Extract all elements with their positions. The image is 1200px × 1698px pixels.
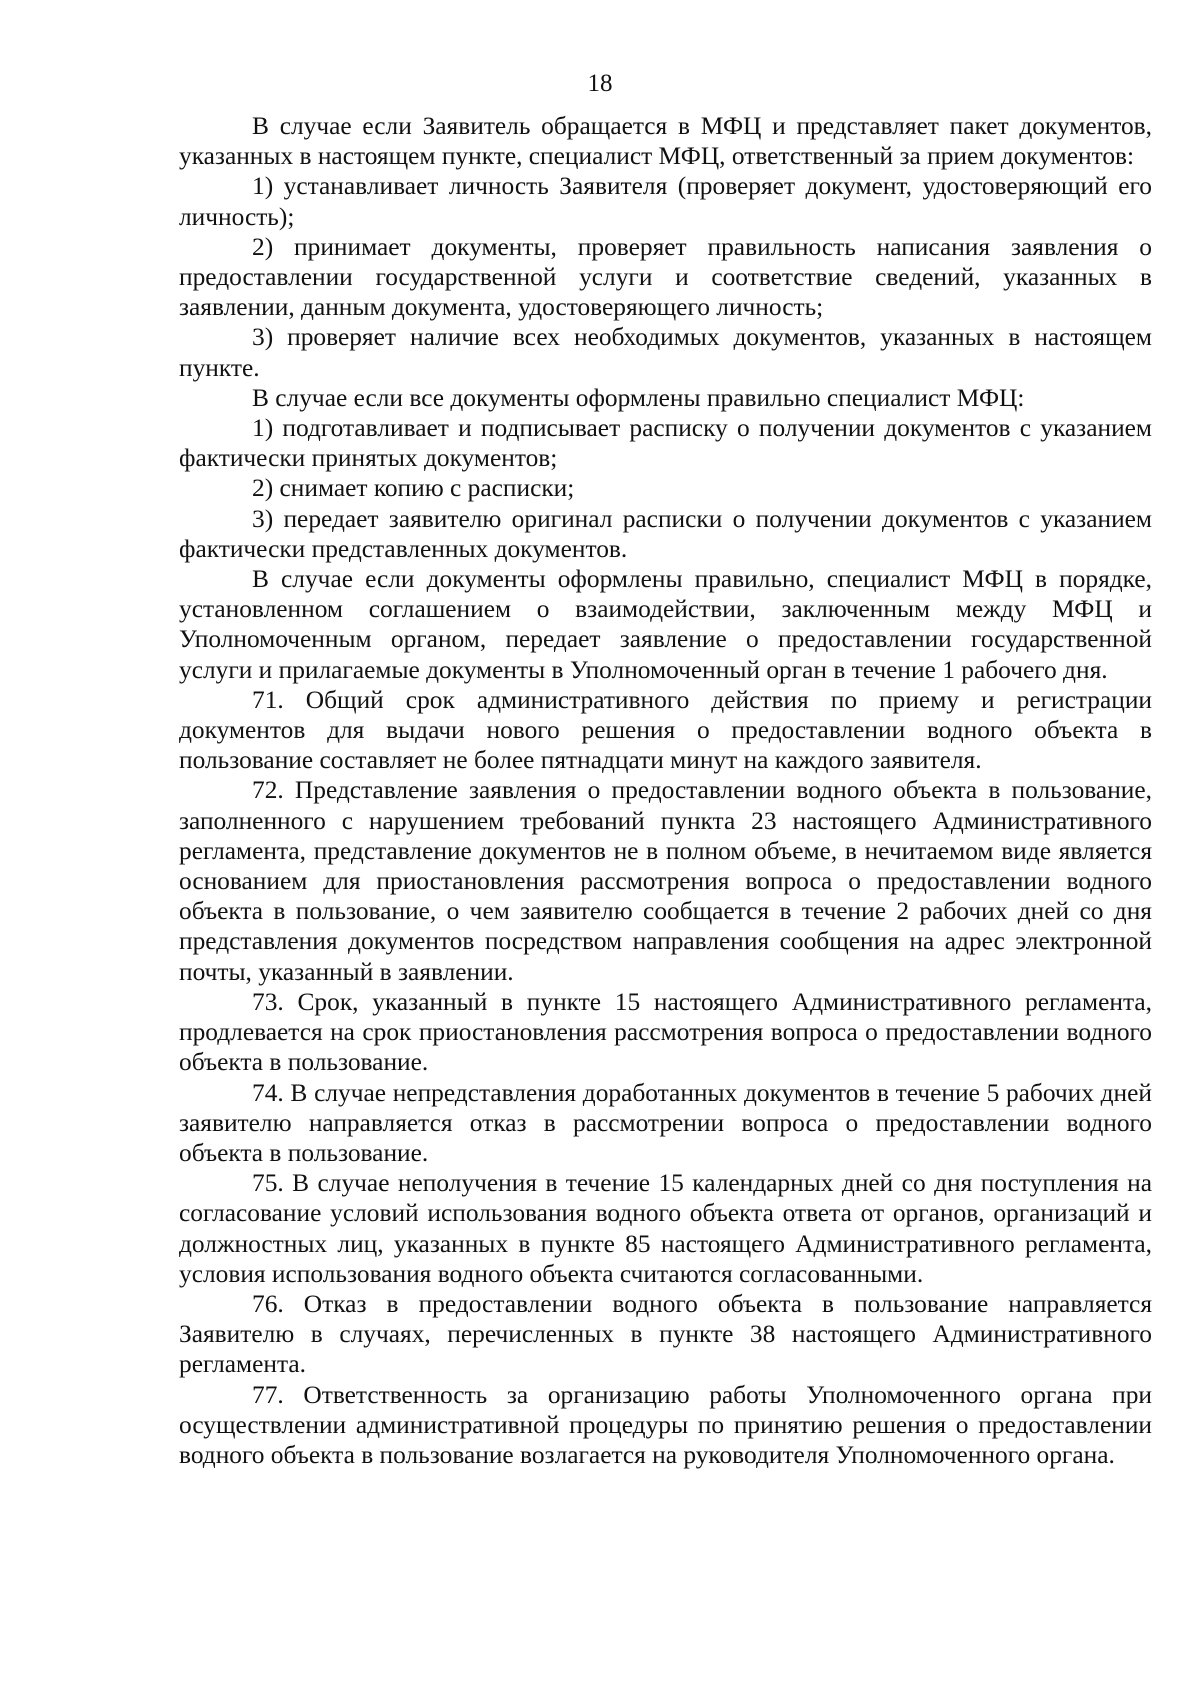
paragraph: 3) проверяет наличие всех необходимых документов, указанных в настоящем пункте.: [179, 323, 1152, 382]
paragraph: В случае если все документы оформлены правильно специалист МФЦ:: [252, 383, 1025, 412]
paragraph: В случае если Заявитель обращается в МФЦ и представляет пакет документов, указанных в настоящем пункте, специалист МФЦ, ответственный за прием документов:: [179, 112, 1152, 171]
paragraph-section-77: 77. Ответственность за организацию работы Уполномоченного органа при осуществлении административной процедуры по принятию решения о предоставлении водного объекта в пользование возлагается на руководителя Уполномоченного органа.: [179, 1380, 1152, 1469]
paragraph-section-74: 74. В случае непредставления доработанных документов в течение 5 рабочих дней заявителю направляется отказ в рассмотрении вопроса о предоставлении водного объекта в пользование.: [179, 1078, 1152, 1167]
paragraph: 2) принимает документы, проверяет правильность написания заявления о предоставлении государственной услуги и соответствие сведений, указанных в заявлении, данным документа, удостоверяющего личность;: [179, 232, 1152, 322]
paragraph: 3) передает заявителю оригинал расписки о получении документов с указанием фактически представленных документов.: [179, 504, 1152, 563]
document-body: [179, 111, 1152, 1470]
page-number: 18: [587, 70, 613, 97]
paragraph: В случае если документы оформлены правильно, специалист МФЦ в порядке, установленном соглашением о взаимодействии, заключенным между МФЦ и Уполномоченным органом, передает заявление о предоставлении государственной услуги и прилагаемые документы в Уполномоченный орган в течение 1 рабочего дня.: [179, 565, 1152, 684]
paragraph-section-73: 73. Срок, указанный в пункте 15 настоящего Административного регламента, продлевается на срок приостановления рассмотрения вопроса о предоставлении водного объекта в пользование.: [179, 987, 1152, 1077]
paragraph-section-72: 72. Представление заявления о предоставлении водного объекта в пользование, заполненного с нарушением требований пункта 23 настоящего Административного регламента, представление документов не в полном объеме, в нечитаемом виде является основанием для приостановления рассмотрения вопроса о предоставлении водного объекта в пользование, о чем заявителю сообщается в течение 2 рабочих дней со дня представления документов посредством направления сообщения на адрес электронной почты, указанный в заявлении.: [179, 776, 1152, 986]
paragraph: 1) подготавливает и подписывает расписку о получении документов с указанием фактически принятых документов;: [179, 414, 1152, 473]
paragraph-section-75: 75. В случае неполучения в течение 15 календарных дней со дня поступления на согласование условий использования водного объекта ответа от органов, организаций и должностных лиц, указанных в пункте 85 настоящего Административного регламента, условия использования водного объекта считаются согласованными.: [179, 1169, 1152, 1288]
paragraph: 2) снимает копию с расписки;: [252, 474, 575, 503]
paragraph-section-76: 76. Отказ в предоставлении водного объекта в пользование направляется Заявителю в случаях, перечисленных в пункте 38 настоящего Административного регламента.: [179, 1289, 1152, 1379]
paragraph: 1) устанавливает личность Заявителя (проверяет документ, удостоверяющий его личность);: [179, 172, 1152, 231]
paragraph-section-71: 71. Общий срок административного действия по приему и регистрации документов для выдачи нового решения о предоставлении водного объекта в пользование составляет не более пятнадцати минут на каждого заявителя.: [179, 685, 1152, 775]
